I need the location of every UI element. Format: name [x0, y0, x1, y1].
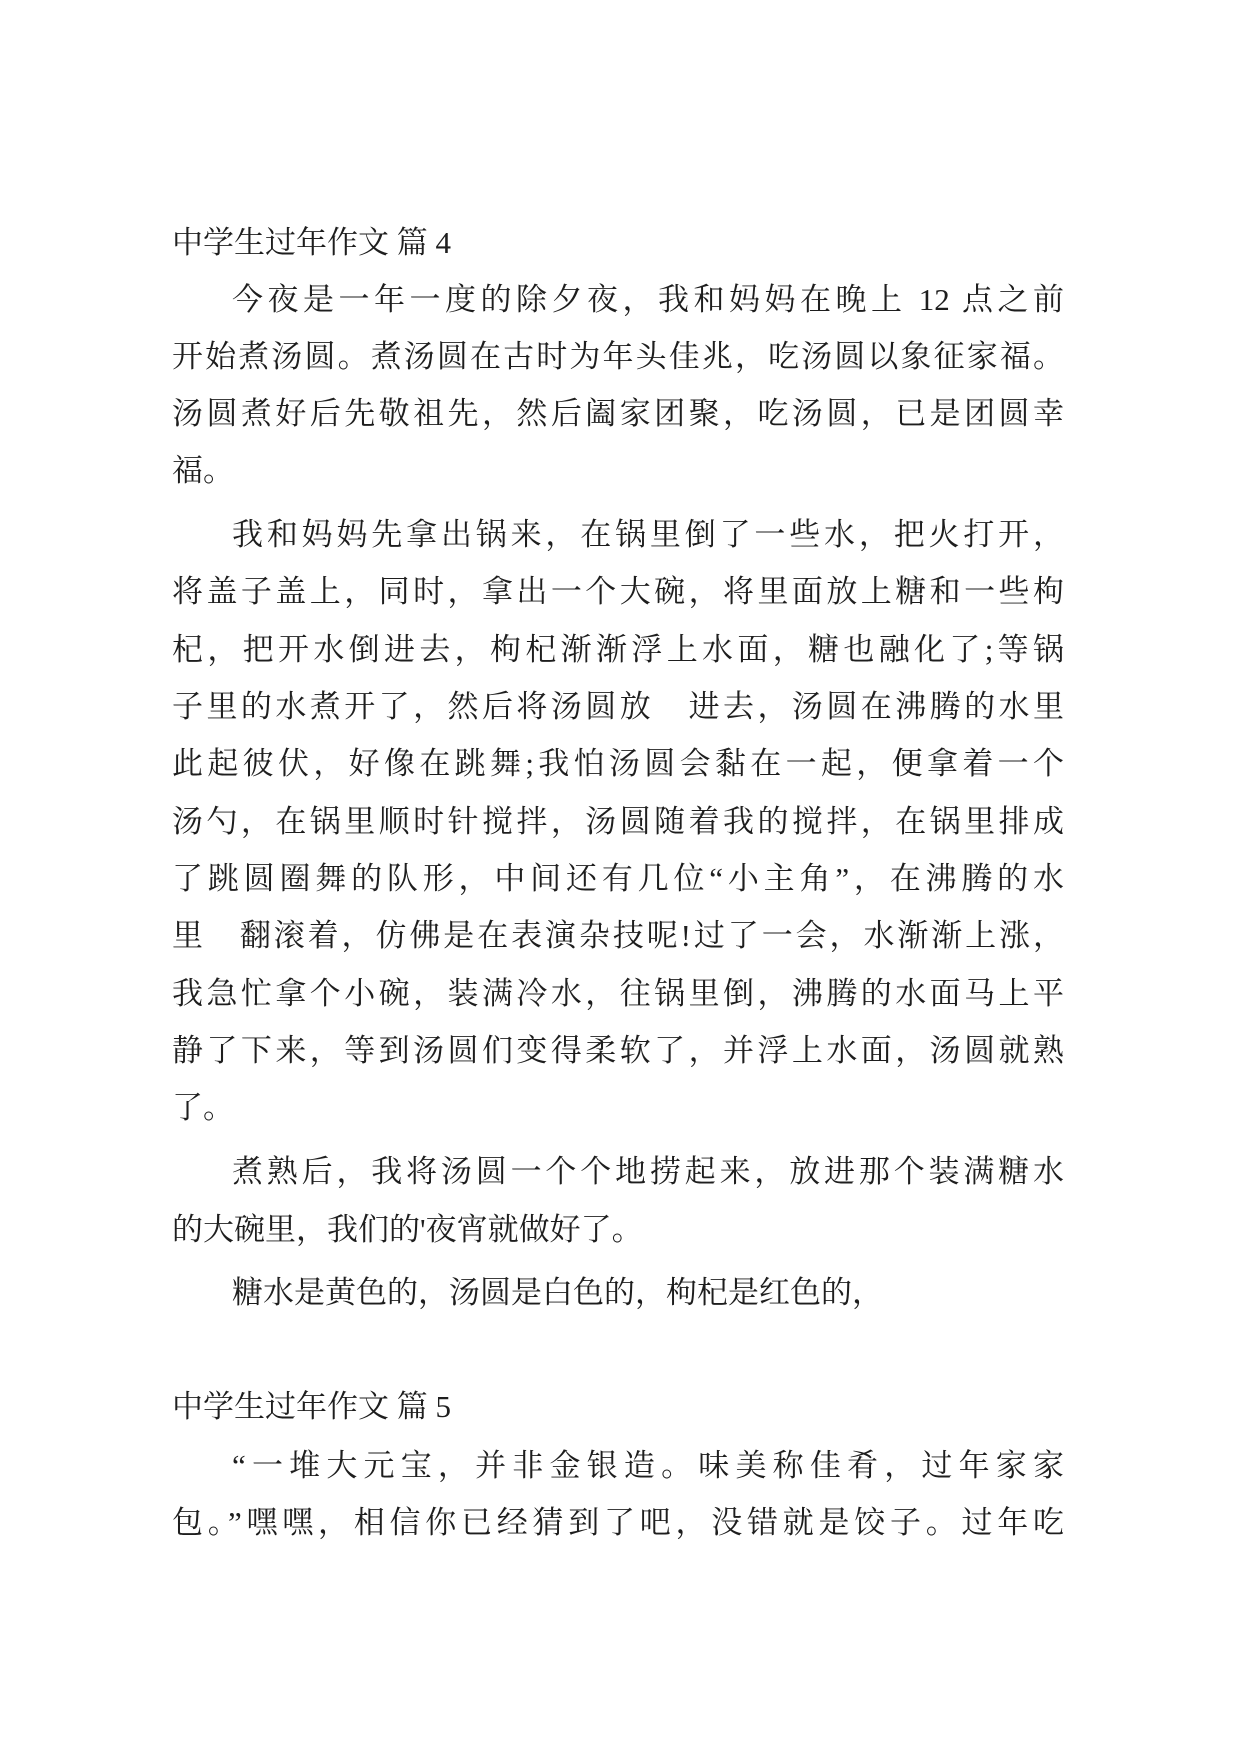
- text-line: 煮熟后，我将汤圆一个个地捞起来，放进那个装满糖水: [232, 1154, 1064, 1189]
- text-line: 包。”嘿嘿，相信你已经猜到了吧，没错就是饺子。过年吃: [172, 1505, 1064, 1540]
- text-line: 开始煮汤圆。煮汤圆在古时为年头佳兆，吃汤圆以象征家福。: [172, 339, 1064, 374]
- text-line: 了跳圆圈舞的队形，中间还有几位“小主角”，在沸腾的水: [172, 861, 1064, 896]
- text-line: 汤圆煮好后先敬祖先，然后阖家团聚，吃汤圆，已是团圆幸: [172, 396, 1064, 431]
- text-line: 静了下来，等到汤圆们变得柔软了，并浮上水面，汤圆就熟: [172, 1033, 1064, 1068]
- text-line: 糖水是黄色的，汤圆是白色的，枸杞是红色的，: [232, 1275, 883, 1310]
- section-heading: 中学生过年作文 篇 4: [172, 225, 451, 260]
- text-line: “一堆大元宝，并非金银造。味美称佳肴，过年家家: [232, 1448, 1064, 1483]
- text-line: 杞，把开水倒进去，枸杞渐渐浮上水面，糖也融化了;等锅: [172, 632, 1064, 667]
- text-line: 此起彼伏，好像在跳舞;我怕汤圆会黏在一起，便拿着一个: [172, 746, 1064, 781]
- text-line: 的大碗里，我们的'夜宵就做好了。: [172, 1212, 643, 1247]
- section-heading: 中学生过年作文 篇 5: [172, 1389, 451, 1424]
- text-line: 福。: [172, 453, 234, 488]
- text-line: 汤勺，在锅里顺时针搅拌，汤圆随着我的搅拌，在锅里排成: [172, 804, 1064, 839]
- text-line: 今夜是一年一度的除夕夜，我和妈妈在晚上 12 点之前: [232, 282, 1064, 317]
- text-line: 我急忙拿个小碗，装满冷水，往锅里倒，沸腾的水面马上平: [172, 976, 1064, 1011]
- text-line: 里 翻滚着，仿佛是在表演杂技呢!过了一会，水渐渐上涨，: [172, 918, 1064, 953]
- text-line: 我和妈妈先拿出锅来，在锅里倒了一些水，把火打开，: [232, 517, 1064, 552]
- text-line: 子里的水煮开了，然后将汤圆放 进去，汤圆在沸腾的水里: [172, 689, 1064, 724]
- text-line: 了。: [172, 1090, 234, 1125]
- text-line: 将盖子盖上，同时，拿出一个大碗，将里面放上糖和一些枸: [172, 574, 1064, 609]
